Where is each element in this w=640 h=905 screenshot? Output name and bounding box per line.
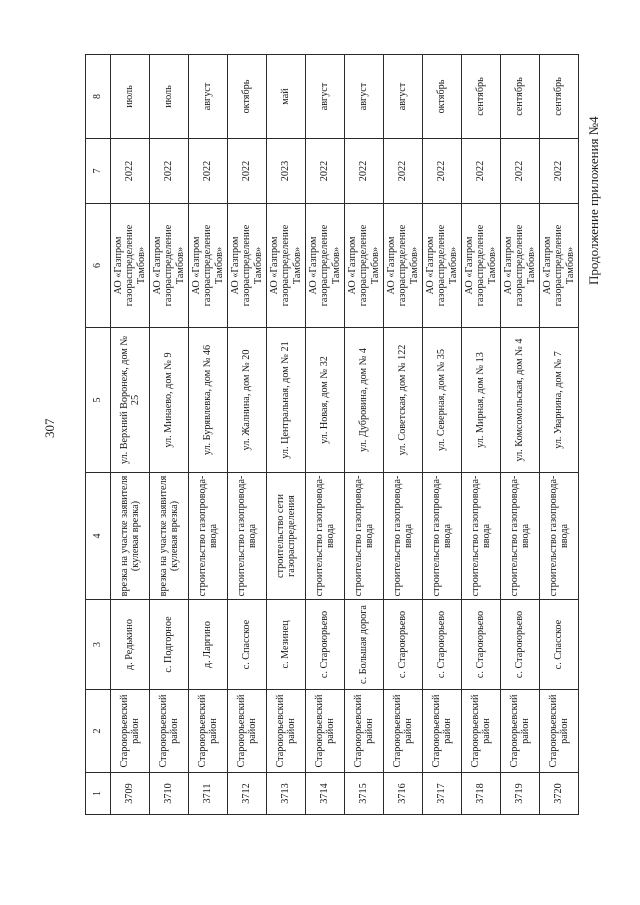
cell-district: Староюрьевский район (306, 690, 345, 773)
cell-number: 3717 (423, 773, 462, 815)
cell-organization: АО «Газпром газораспределение Тамбов» (462, 204, 501, 328)
cell-number: 3714 (306, 773, 345, 815)
cell-district: Староюрьевский район (501, 690, 540, 773)
cell-settlement: с. Староюрьево (501, 600, 540, 690)
cell-organization: АО «Газпром газораспределение Тамбов» (228, 204, 267, 328)
col-header: 2 (86, 690, 111, 773)
cell-number: 3709 (111, 773, 150, 815)
cell-number: 3720 (540, 773, 579, 815)
col-header: 5 (86, 328, 111, 473)
cell-month: сентябрь (501, 55, 540, 139)
cell-number: 3716 (384, 773, 423, 815)
cell-organization: АО «Газпром газораспределение Тамбов» (111, 204, 150, 328)
table-row (267, 55, 306, 815)
col-header: 1 (86, 773, 111, 815)
cell-organization: АО «Газпром газораспределение Тамбов» (189, 204, 228, 328)
cell-organization: АО «Газпром газораспределение Тамбов» (150, 204, 189, 328)
cell-month: сентябрь (462, 55, 501, 139)
cell-address: ул. Верхний Воронеж, дом № 25 (111, 328, 150, 473)
cell-number: 3711 (189, 773, 228, 815)
cell-year: 2022 (540, 139, 579, 204)
col-header: 7 (86, 139, 111, 204)
cell-month: май (267, 55, 306, 139)
cell-address: ул. Минаево, дом № 9 (150, 328, 189, 473)
cell-settlement: с. Староюрьево (306, 600, 345, 690)
table-row (384, 55, 423, 815)
cell-settlement: д. Редькино (111, 600, 150, 690)
cell-district: Староюрьевский район (267, 690, 306, 773)
cell-number: 3710 (150, 773, 189, 815)
cell-number: 3712 (228, 773, 267, 815)
cell-address: ул. Уварнина, дом № 7 (540, 328, 579, 473)
cell-address: ул. Бурявлевка, дом № 46 (189, 328, 228, 473)
cell-settlement: с. Мезинец (267, 600, 306, 690)
table-row (345, 55, 384, 815)
cell-district: Староюрьевский район (345, 690, 384, 773)
cell-address: ул. Дубровина, дом № 4 (345, 328, 384, 473)
cell-organization: АО «Газпром газораспределение Тамбов» (306, 204, 345, 328)
cell-district: Староюрьевский район (423, 690, 462, 773)
cell-year: 2022 (423, 139, 462, 204)
cell-year: 2022 (345, 139, 384, 204)
col-header: 3 (86, 600, 111, 690)
cell-work-type: строительство газопровода-ввода (345, 473, 384, 600)
cell-work-type: врезка на участке заявителя (кулевая врезка) (111, 473, 150, 600)
cell-number: 3718 (462, 773, 501, 815)
cell-organization: АО «Газпром газораспределение Тамбов» (501, 204, 540, 328)
cell-settlement: с. Большая дорога (345, 600, 384, 690)
cell-district: Староюрьевский район (189, 690, 228, 773)
cell-settlement: с. Спасское (228, 600, 267, 690)
table-row (189, 55, 228, 815)
table-container (85, 55, 577, 815)
cell-settlement: с. Спасское (540, 600, 579, 690)
table-row (306, 55, 345, 815)
cell-year: 2022 (501, 139, 540, 204)
col-header: 8 (86, 55, 111, 139)
cell-organization: АО «Газпром газораспределение Тамбов» (267, 204, 306, 328)
cell-settlement: д. Ларгино (189, 600, 228, 690)
cell-address: ул. Северная, дом № 35 (423, 328, 462, 473)
cell-month: октябрь (423, 55, 462, 139)
cell-month: июль (150, 55, 189, 139)
table-row (111, 55, 150, 815)
appendix-title: Продолжение приложения №4 (586, 116, 601, 285)
header-row (86, 55, 111, 815)
cell-address: ул. Мирная, дом № 13 (462, 328, 501, 473)
cell-work-type: врезка на участке заявителя (кулевая врезка) (150, 473, 189, 600)
cell-number: 3719 (501, 773, 540, 815)
cell-district: Староюрьевский район (384, 690, 423, 773)
cell-settlement: с. Староюрьево (462, 600, 501, 690)
table-row (423, 55, 462, 815)
cell-work-type: строительство газопровода-ввода (228, 473, 267, 600)
cell-year: 2022 (462, 139, 501, 204)
cell-month: октябрь (228, 55, 267, 139)
cell-work-type: строительство сети газораспределения (267, 473, 306, 600)
cell-year: 2022 (384, 139, 423, 204)
cell-settlement: с. Староюрьево (423, 600, 462, 690)
cell-organization: АО «Газпром газораспределение Тамбов» (345, 204, 384, 328)
cell-month: август (345, 55, 384, 139)
cell-work-type: строительство газопровода-ввода (423, 473, 462, 600)
cell-year: 2023 (267, 139, 306, 204)
cell-month: сентябрь (540, 55, 579, 139)
cell-organization: АО «Газпром газораспределение Тамбов» (540, 204, 579, 328)
cell-address: ул. Советская, дом № 122 (384, 328, 423, 473)
cell-month: июль (111, 55, 150, 139)
cell-district: Староюрьевский район (540, 690, 579, 773)
cell-year: 2022 (150, 139, 189, 204)
cell-work-type: строительство газопровода-ввода (306, 473, 345, 600)
cell-year: 2022 (111, 139, 150, 204)
cell-district: Староюрьевский район (150, 690, 189, 773)
cell-district: Староюрьевский район (462, 690, 501, 773)
cell-year: 2022 (228, 139, 267, 204)
cell-district: Староюрьевский район (228, 690, 267, 773)
cell-year: 2022 (306, 139, 345, 204)
cell-work-type: строительство газопровода-ввода (540, 473, 579, 600)
col-header: 6 (86, 204, 111, 328)
cell-settlement: с. Подгорное (150, 600, 189, 690)
table-row (150, 55, 189, 815)
cell-organization: АО «Газпром газораспределение Тамбов» (384, 204, 423, 328)
data-table (85, 54, 579, 815)
page-number: 307 (42, 418, 57, 438)
cell-work-type: строительство газопровода-ввода (501, 473, 540, 600)
col-header: 4 (86, 473, 111, 600)
table-row (540, 55, 579, 815)
table-row (501, 55, 540, 815)
cell-address: ул. Новая, дом № 32 (306, 328, 345, 473)
cell-work-type: строительство газопровода-ввода (462, 473, 501, 600)
cell-work-type: строительство газопровода-ввода (189, 473, 228, 600)
cell-year: 2022 (189, 139, 228, 204)
cell-address: ул. Центральная, дом № 21 (267, 328, 306, 473)
cell-number: 3713 (267, 773, 306, 815)
cell-settlement: с. Староюрьево (384, 600, 423, 690)
cell-address: ул. Жалнина, дом № 20 (228, 328, 267, 473)
table-row (462, 55, 501, 815)
table-row (228, 55, 267, 815)
cell-month: август (384, 55, 423, 139)
cell-month: август (306, 55, 345, 139)
cell-district: Староюрьевский район (111, 690, 150, 773)
cell-month: август (189, 55, 228, 139)
cell-work-type: строительство газопровода-ввода (384, 473, 423, 600)
cell-number: 3715 (345, 773, 384, 815)
cell-organization: АО «Газпром газораспределение Тамбов» (423, 204, 462, 328)
cell-address: ул. Комсомольская, дом № 4 (501, 328, 540, 473)
